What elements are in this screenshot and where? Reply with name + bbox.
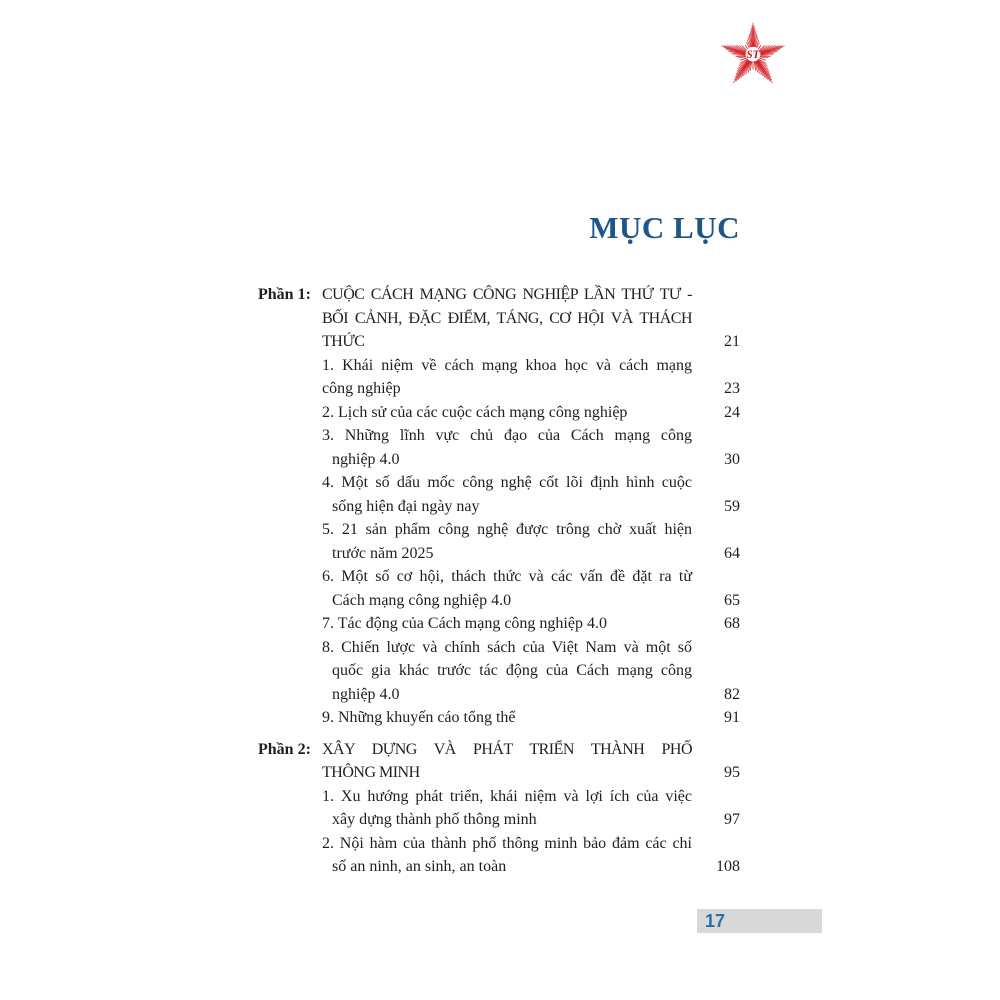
toc-entry (258, 636, 740, 707)
page-number: 82 (724, 685, 740, 703)
entry-line: Cách mạng công nghiệp 4.0 (332, 591, 512, 609)
entry-line: 7. Tác động của Cách mạng công nghiệp 4.0 (322, 615, 607, 632)
toc-part-2-heading (258, 738, 740, 785)
page-number: 68 (724, 615, 740, 632)
entry-line: sống hiện đại ngày nay (332, 497, 480, 515)
toc-entry (258, 518, 740, 565)
entry-line: công nghiệp (322, 380, 401, 397)
toc-part-1-heading (258, 283, 740, 354)
entry-line: 8. Chiến lược và chính sách của Việt Nam và một số (322, 638, 692, 656)
entry-text (322, 636, 692, 707)
toc-entry (258, 565, 740, 612)
page-number: 30 (724, 450, 740, 468)
entry-text (322, 565, 692, 612)
publisher-star-logo (716, 18, 790, 94)
entry-line: 3. Những lĩnh vực chủ đạo của Cách mạng công (322, 427, 692, 444)
page-number: 21 (724, 333, 740, 350)
page-number: 95 (724, 764, 740, 781)
entry-text (322, 518, 692, 565)
entry-text (322, 401, 692, 425)
logo-monogram: ST (746, 49, 760, 62)
entry-line: 1. Khái niệm về cách mạng khoa học và cách mạng (322, 356, 692, 374)
toc-entry (258, 706, 740, 730)
table-of-contents (258, 283, 740, 879)
entry-line: 2. Lịch sử của các cuộc cách mạng công nghiệp (322, 403, 628, 421)
part-title-line: THỨC (322, 333, 365, 350)
entry-line: 6. Một số cơ hội, thách thức và các vấn đề đặt ra từ (322, 568, 692, 585)
entry-text (322, 471, 692, 518)
entry-text (322, 785, 692, 832)
part-title (322, 283, 692, 354)
part-title-line: THÔNG MINH (322, 764, 420, 781)
part-title-line: CUỘC CÁCH MẠNG CÔNG NGHIỆP LẦN THỨ TƯ - (322, 286, 692, 303)
part-title-line: BỐI CẢNH, ĐẶC ĐIỂM, TÁNG, CƠ HỘI VÀ THÁCH (322, 309, 692, 327)
entry-line: 2. Nội hàm của thành phố thông minh bảo đảm các chỉ (322, 834, 692, 852)
entry-text (322, 706, 692, 730)
toc-entry (258, 354, 740, 401)
entry-line: 9. Những khuyến cáo tổng thể (322, 709, 516, 726)
page-number: 108 (716, 858, 740, 875)
toc-entry (258, 471, 740, 518)
part-label: Phần 1: (258, 286, 311, 303)
entry-line: 1. Xu hướng phát triển, khái niệm và lợi ích của việc (322, 787, 692, 805)
entry-line: trước năm 2025 (332, 544, 434, 562)
toc-entry (258, 785, 740, 832)
entry-text (322, 832, 692, 879)
entry-text (322, 612, 692, 636)
entry-line: số an ninh, an sinh, an toàn (332, 858, 507, 875)
entry-line: nghiệp 4.0 (332, 685, 400, 703)
entry-line: 5. 21 sản phẩm công nghệ được trông chờ xuất hiện (322, 521, 692, 538)
footer-bar (697, 909, 822, 933)
toc-entry (258, 832, 740, 879)
entry-line: xây dựng thành phố thông minh (332, 811, 537, 828)
toc-entry (258, 612, 740, 636)
entry-line: 4. Một số dấu mốc công nghệ cốt lõi định hình cuộc (322, 474, 692, 491)
entry-text (322, 424, 692, 471)
page-number: 24 (724, 403, 740, 421)
entry-text (322, 354, 692, 401)
toc-entry (258, 401, 740, 425)
page-number: 23 (724, 380, 740, 397)
entry-line: nghiệp 4.0 (332, 450, 400, 468)
part-title-line: XÂY DỰNG VÀ PHÁT TRIỂN THÀNH PHỐ (322, 740, 692, 758)
toc-entry (258, 424, 740, 471)
page-number: 64 (724, 544, 740, 562)
page-title: MỤC LỤC (589, 210, 740, 245)
page-number: 59 (724, 497, 740, 515)
entry-line: quốc gia khác trước tác động của Cách mạng công (332, 662, 692, 679)
page-number: 91 (724, 709, 740, 726)
page-number: 97 (724, 811, 740, 828)
part-title (322, 738, 692, 785)
part-label: Phần 2: (258, 740, 311, 758)
footer-page-number: 17 (705, 911, 726, 931)
page-number: 65 (724, 591, 740, 609)
